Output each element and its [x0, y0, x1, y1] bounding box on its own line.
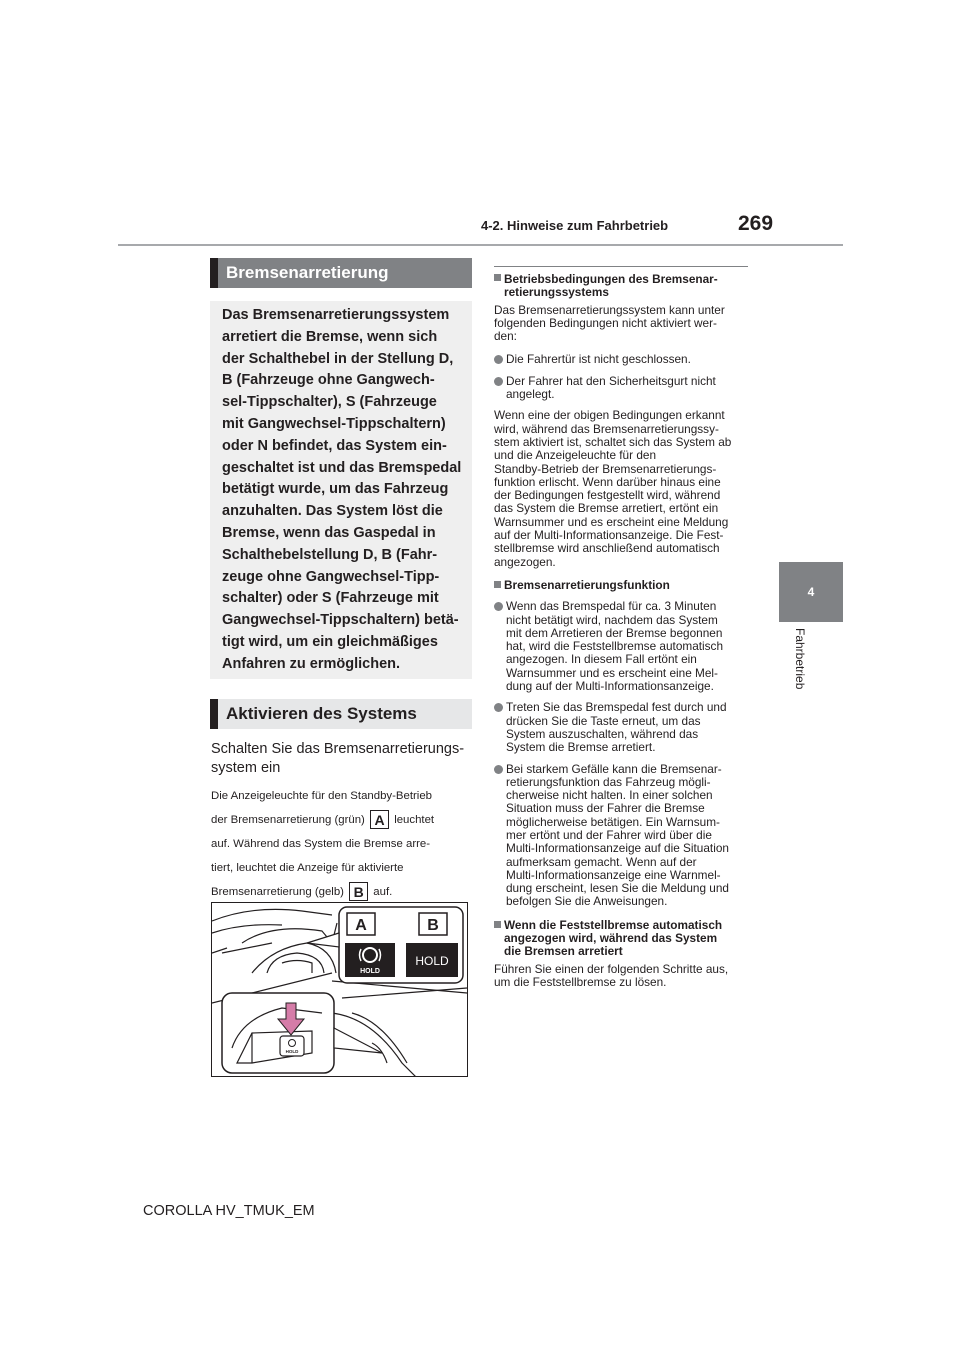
bullet-item	[494, 600, 748, 693]
bullet-line: drücken Sie die Taste erneut, um das	[506, 713, 701, 728]
intro-line: B (Fahrzeuge ohne Gangwech-	[222, 372, 435, 389]
chapter-label-text: Fahrbetrieb	[793, 628, 807, 690]
intro-line: Bremse, wenn das Gaspedal in	[222, 524, 436, 541]
indicator-key-b: B	[349, 882, 368, 901]
desc-text: Bremsenarretierung (gelb)	[211, 886, 344, 898]
chapter-label	[780, 628, 820, 698]
illustration-brake-hold	[211, 902, 468, 1077]
bullet-line: nicht betätigt wird, nachdem das System	[506, 612, 718, 627]
step-line: Schalten Sie das Bremsenarretierungs-	[211, 741, 465, 757]
subheading-feststellbremse	[494, 917, 748, 959]
intro-line: betätigt wurde, um das Fahrzeug	[222, 481, 449, 498]
bullet-item	[494, 701, 748, 754]
bullet-line: mer ertönt und der Fahrer wird über die	[506, 827, 712, 842]
bullet-item	[494, 353, 748, 366]
para-line: Führen Sie einen der folgenden Schritte aus,	[494, 961, 729, 976]
bullet-line: System auszuschalten, während das	[506, 726, 699, 741]
bullet-line: hat, wird die Feststellbremse automatisch	[506, 639, 724, 654]
para-line: den:	[494, 329, 517, 344]
para-line: funktion erlischt. Wenn darüber hinaus eine	[494, 474, 721, 489]
bullet-line: Multi-Informationsanzeige eine Warnmel-	[506, 867, 721, 882]
intro-line: sel-Tippschalter), S (Fahrzeuge	[222, 394, 437, 411]
bullet-line: angelegt.	[506, 387, 555, 402]
para-line: um die Feststellbremse zu lösen.	[494, 974, 667, 989]
intro-box	[210, 301, 472, 679]
bullet-line: System die Bremse arretiert.	[506, 740, 656, 755]
intro-line: schalter) oder S (Fahrzeuge mit	[222, 590, 439, 607]
paragraph	[494, 409, 748, 569]
desc-line: Die Anzeigeleuchte für den Standby-Betrieb	[211, 790, 432, 802]
desc-line	[211, 808, 473, 832]
para-line: der Bedingungen festgestellt wird, während	[494, 488, 721, 503]
desc-text: auf.	[373, 886, 393, 898]
para-line: wird, während das Bremsenarretierungssy-	[494, 421, 719, 436]
para-line: und die Anzeigeleuchte für den	[494, 448, 657, 463]
step-line: system ein	[211, 760, 281, 776]
para-line: auf der Multi-Informationsanzeige. Die Fest-	[494, 528, 724, 543]
bullet-dot-icon	[494, 377, 503, 386]
intro-line: der Schalthebel in der Stellung D,	[222, 350, 454, 367]
figure-label-b: B	[427, 917, 439, 934]
bullet-line: Der Fahrer hat den Sicherheitsgurt nicht	[506, 373, 716, 388]
bullet-line: Multi-Informationsanzeige auf die Situation	[506, 841, 729, 856]
step-instruction	[211, 740, 473, 904]
bullet-line: aufmerksam gemacht. Wenn auf der	[506, 854, 697, 869]
bullet-item	[494, 375, 748, 402]
bullet-line: dung erscheint, lesen Sie die Meldung und	[506, 881, 729, 896]
bullet-dot-icon	[494, 765, 503, 774]
switch-text: HOLD	[285, 1049, 299, 1054]
para-line: stellbremse wird anschließend automatisch	[494, 541, 720, 556]
subheading-funktion	[494, 577, 748, 592]
bullet-line: Warnsummer und es erscheint eine Mel-	[506, 665, 718, 680]
bullet-line: cherweise nicht halten. In einer solchen	[506, 788, 713, 803]
intro-line: Schalthebelstellung D, B (Fahr-	[222, 546, 438, 563]
bullet-line: Situation muss der Fahrer die Bremse	[506, 801, 705, 816]
intro-line: Anfahren zu ermöglichen.	[222, 655, 401, 672]
chapter-tab	[779, 562, 843, 622]
bullet-line: Wenn das Bremspedal für ca. 3 Minuten	[506, 599, 717, 614]
bullet-dot-icon	[494, 703, 503, 712]
paragraph	[494, 963, 748, 990]
bullet-line: befolgen Sie die Anweisungen.	[506, 894, 668, 909]
intro-line: mit Gangwechsel-Tippschaltern)	[222, 415, 446, 432]
right-column	[494, 262, 748, 993]
intro-line: tigt wird, um ein gleichmäßiges	[222, 633, 438, 650]
desc-line: auf. Während das System die Bremse arre-	[211, 838, 431, 850]
desc-text: der Bremsenarretierung (grün)	[211, 814, 365, 826]
para-line: das System die Bremse arretiert, ertönt ein	[494, 501, 719, 516]
desc-text: leuchtet	[394, 814, 435, 826]
intro-line: Gangwechsel-Tippschaltern) betä-	[222, 612, 459, 629]
intro-line: oder N befindet, das System ein-	[222, 437, 447, 454]
intro-line: geschaltet ist und das Bremspedal	[222, 459, 462, 476]
subheading-line: Betriebsbedingungen des Bremsenar-	[504, 272, 718, 286]
indicator-key-a: A	[370, 810, 389, 829]
illustration-svg	[212, 903, 468, 1077]
header-rule	[118, 244, 843, 246]
subheading-line: die Bremsen arretiert	[504, 944, 623, 959]
bullet-dot-icon	[494, 602, 503, 611]
bullet-line: dung auf der Multi-Informationsanzeige.	[506, 679, 714, 694]
intro-line: arretiert die Bremse, wenn sich	[222, 328, 438, 345]
intro-line: Das Bremsenarretierungssystem	[222, 307, 450, 323]
footer-model-code: COROLLA HV_TMUK_EM	[143, 1203, 315, 1219]
square-bullet-icon	[494, 921, 501, 928]
desc-line	[211, 880, 473, 904]
para-line: Das Bremsenarretierungssystem kann unter	[494, 302, 725, 317]
section-heading-bremsenarretierung: Bremsenarretierung	[210, 258, 472, 288]
bullet-dot-icon	[494, 355, 503, 364]
indicator-a-text: HOLD	[360, 968, 380, 975]
subheading-line: Wenn die Feststellbremse automatisch	[504, 917, 723, 932]
para-line: Standby-Betrieb der Bremsenarretierungs-	[494, 461, 717, 476]
bullet-line: möglicherweise betätigen. Ein Warnsum-	[506, 814, 720, 829]
step-desc	[211, 784, 473, 904]
para-line: folgenden Bedingungen nicht aktiviert wer-	[494, 315, 717, 330]
bullet-item	[494, 763, 748, 909]
para-line: Warnsummer und es erscheint eine Meldung	[494, 514, 729, 529]
intro-line: anzuhalten. Das System löst die	[222, 503, 443, 520]
bullet-line: Treten Sie das Bremspedal fest durch und	[506, 700, 727, 715]
page-number: 269	[738, 212, 774, 235]
square-bullet-icon	[494, 274, 501, 281]
subheading-line: Bremsenarretierungsfunktion	[504, 577, 670, 592]
intro-line: zeuge ohne Gangwechsel-Tipp-	[222, 568, 440, 585]
bullet-line: Die Fahrertür ist nicht geschlossen.	[506, 352, 691, 367]
indicator-b-text: HOLD	[415, 954, 449, 968]
chapter-number: 4	[807, 585, 815, 599]
paragraph	[494, 304, 748, 344]
subheading-line: retierungssystems	[504, 285, 609, 300]
bullet-line: angezogen. In diesem Fall ertönt ein	[506, 652, 697, 667]
figure-label-a: A	[355, 917, 367, 934]
subheading-line: angezogen wird, während das System	[504, 931, 718, 946]
para-line: Wenn eine der obigen Bedingungen erkannt	[494, 408, 725, 423]
bullet-line: retierungsfunktion das Fahrzeug mögli-	[506, 774, 711, 789]
bullet-line: mit dem Arretieren der Bremse begonnen	[506, 625, 723, 640]
bullet-line: Bei starkem Gefälle kann die Bremsenar-	[506, 761, 722, 776]
desc-line: tiert, leuchtet die Anzeige für aktivierte	[211, 862, 404, 874]
square-bullet-icon	[494, 581, 501, 588]
subheading-betriebsbedingungen	[494, 266, 748, 300]
para-line: stem aktiviert ist, schaltet sich das System ab	[494, 434, 732, 449]
section-title: 4-2. Hinweise zum Fahrbetrieb	[481, 218, 669, 233]
para-line: angezogen.	[494, 554, 556, 569]
section-heading-aktivieren: Aktivieren des Systems	[210, 699, 472, 729]
